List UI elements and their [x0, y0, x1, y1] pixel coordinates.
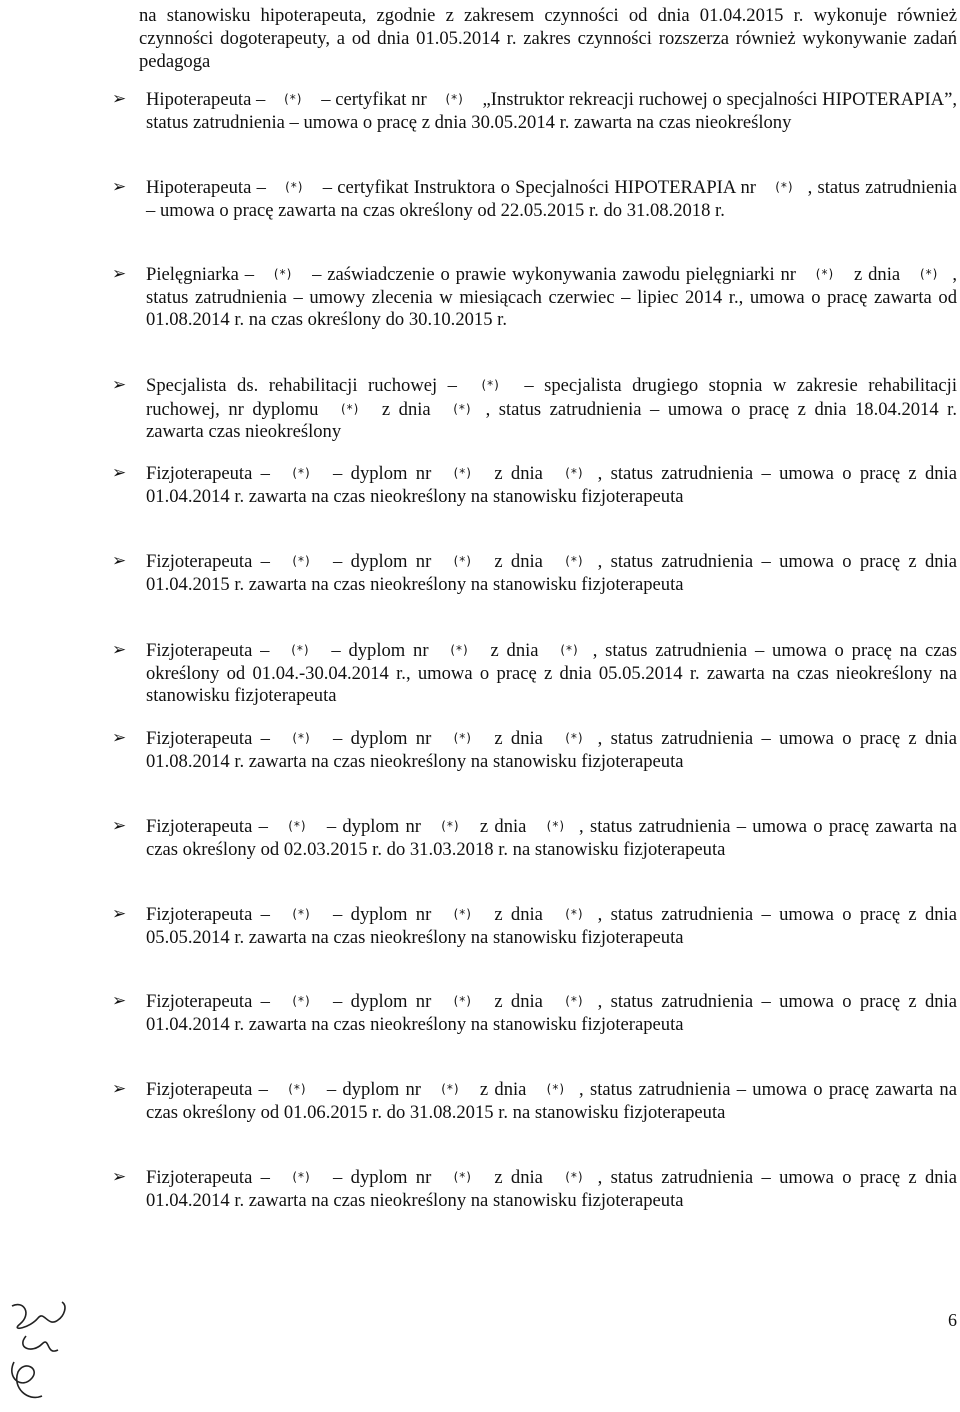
redaction-mark: (*): [291, 643, 310, 657]
redaction-mark: (*): [919, 267, 939, 281]
list-item-text: Fizjoterapeuta – (*) – dyplom nr (*) z dnia (*) , status zatrudnienia – umowa o pracę z dnia 01.04.2014 r. zawarta na czas nieokreślony na stanowisku fizjoterapeuta: [146, 991, 957, 1035]
list-item: [112, 727, 957, 773]
redaction-mark: (*): [453, 401, 472, 416]
list-item-text: Fizjoterapeuta – (*) – dyplom nr (*) z dnia (*) , status zatrudnienia – umowa o pracę z dnia 01.04.2014 r. zawarta na czas nieokreślony na stanowisku fizjoterapeuta: [146, 1167, 957, 1211]
redaction-mark: (*): [546, 819, 566, 833]
redaction-mark: (*): [292, 554, 311, 568]
redaction-mark: (*): [292, 466, 311, 480]
redaction-mark: (*): [445, 92, 464, 106]
list-item-text: Fizjoterapeuta – (*) – dyplom nr (*) z dnia (*) , status zatrudnienia – umowa o pracę na czas określony od 01.04.-30.04.2014 r., umowa o pracę z dnia 05.05.2014 r. zawarta na czas nieokreślony na stanowisku fizjoterapeuta: [146, 640, 957, 706]
list-item: [112, 550, 957, 596]
redaction-mark: (*): [565, 1170, 584, 1184]
list-item-text: Hipoterapeuta – (*) – certyfikat Instruktora o Specjalności HIPOTERAPIA nr (*) , status zatrudnienia – umowa o pracę zawarta na czas określony od 22.05.2015 r. do 31.08.2018 r.: [146, 177, 957, 221]
list-item-text: Fizjoterapeuta – (*) – dyplom nr (*) z dnia (*) , status zatrudnienia – umowa o pracę z dnia 01.04.2014 r. zawarta na czas nieokreślony na stanowisku fizjoterapeuta: [146, 463, 957, 507]
handwritten-signature-icon: [2, 1298, 72, 1410]
list-item: [112, 88, 957, 134]
redaction-mark: (*): [453, 466, 472, 480]
list-item: [112, 1078, 957, 1124]
redaction-mark: (*): [775, 180, 794, 194]
redaction-mark: (*): [273, 267, 293, 281]
bullet-arrow-icon: ➢: [112, 904, 127, 923]
redaction-mark: (*): [565, 731, 584, 745]
redaction-mark: (*): [453, 1170, 472, 1184]
redaction-mark: (*): [292, 994, 311, 1008]
list-item: [112, 990, 957, 1036]
redaction-mark: (*): [815, 267, 835, 281]
bullet-arrow-icon: ➢: [112, 816, 127, 835]
redaction-mark: (*): [441, 1082, 460, 1096]
redaction-mark: (*): [453, 994, 472, 1008]
bullet-arrow-icon: ➢: [112, 264, 127, 283]
intro-paragraph: na stanowisku hipoterapeuta, zgodnie z zakresem czynności od dnia 01.04.2015 r. wykonuje również czynności dogoterapeuty, a od dnia 01.05.2014 r. zakres czynności rozszerza również wykonywanie zadań pedagoga: [139, 5, 957, 72]
list-item-text: Fizjoterapeuta – (*) – dyplom nr (*) z dnia (*) , status zatrudnienia – umowa o pracę z dnia 01.04.2015 r. zawarta na czas nieokreślony na stanowisku fizjoterapeuta: [146, 551, 957, 595]
redaction-mark: (*): [288, 1082, 307, 1096]
redaction-mark: (*): [288, 819, 307, 833]
list-item-text: Fizjoterapeuta – (*) – dyplom nr (*) z dnia (*) , status zatrudnienia – umowa o pracę zawarta na czas określony od 02.03.2015 r. do 31.03.2018 r. na stanowisku fizjoterapeuta: [146, 816, 957, 860]
bullet-arrow-icon: ➢: [112, 991, 127, 1010]
bullet-arrow-icon: ➢: [112, 728, 127, 747]
list-item-text: Pielęgniarka – (*) – zaświadczenie o prawie wykonywania zawodu pielęgniarki nr (*) z dnia (*) , status zatrudnienia – umowy zlecenia w miesiącach czerwiec – lipiec 2014 r., umowa o pracę zawarta od 01.08.2014 r. na czas określony do 30.10.2015 r.: [146, 264, 957, 330]
redaction-mark: (*): [546, 1082, 566, 1096]
redaction-mark: (*): [292, 1170, 311, 1184]
bullet-arrow-icon: ➢: [112, 89, 127, 108]
list-item: [112, 462, 957, 508]
list-item: [112, 639, 957, 708]
redaction-mark: (*): [450, 643, 469, 657]
bullet-arrow-icon: ➢: [112, 177, 127, 196]
redaction-mark: (*): [441, 819, 460, 833]
bullet-arrow-icon: ➢: [112, 1079, 127, 1098]
redaction-mark: (*): [565, 994, 584, 1008]
redaction-mark: (*): [284, 92, 303, 106]
list-item-text: Fizjoterapeuta – (*) – dyplom nr (*) z dnia (*) , status zatrudnienia – umowa o pracę z dnia 05.05.2014 r. zawarta na czas nieokreślony na stanowisku fizjoterapeuta: [146, 904, 957, 948]
bullet-arrow-icon: ➢: [112, 463, 127, 482]
redaction-mark: (*): [453, 731, 472, 745]
bullet-arrow-icon: ➢: [112, 640, 127, 659]
list-item-text: Hipoterapeuta – (*) – certyfikat nr (*) „Instruktor rekreacji ruchowej o specjalności HIPOTERAPIA”, status zatrudnienia – umowa o pracę z dnia 30.05.2014 r. zawarta na czas nieokreślony: [146, 89, 957, 133]
bullet-arrow-icon: ➢: [112, 551, 127, 570]
redaction-mark: (*): [481, 378, 500, 392]
redaction-mark: (*): [565, 907, 584, 921]
list-item: [112, 815, 957, 861]
redaction-mark: (*): [560, 643, 579, 657]
list-item: [112, 176, 957, 222]
redaction-mark: (*): [565, 466, 584, 480]
redaction-mark: (*): [565, 554, 584, 568]
list-item: [112, 903, 957, 949]
bullet-arrow-icon: ➢: [112, 1167, 127, 1186]
redaction-mark: (*): [341, 401, 360, 416]
list-item-text: Fizjoterapeuta – (*) – dyplom nr (*) z dnia (*) , status zatrudnienia – umowa o pracę zawarta na czas określony od 01.06.2015 r. do 31.08.2015 r. na stanowisku fizjoterapeuta: [146, 1079, 957, 1123]
list-item: [112, 374, 957, 444]
list-item: [112, 1166, 957, 1212]
list-item: [112, 263, 957, 332]
list-item-text: Specjalista ds. rehabilitacji ruchowej – (*) – specjalista drugiego stopnia w zakresie rehabilitacji ruchowej, nr dyplomu (*) z dnia (*) , status zatrudnienia – umowa o pracę z dnia 18.04.2014 r. zawarta czas nieokreślony: [146, 375, 957, 442]
redaction-mark: (*): [453, 907, 472, 921]
redaction-mark: (*): [453, 554, 472, 568]
redaction-mark: (*): [292, 907, 311, 921]
bullet-arrow-icon: ➢: [112, 375, 127, 394]
redaction-mark: (*): [292, 731, 311, 745]
page-number: 6: [948, 1310, 957, 1330]
list-item-text: Fizjoterapeuta – (*) – dyplom nr (*) z dnia (*) , status zatrudnienia – umowa o pracę z dnia 01.08.2014 r. zawarta na czas nieokreślony na stanowisku fizjoterapeuta: [146, 728, 957, 772]
redaction-mark: (*): [285, 180, 304, 194]
